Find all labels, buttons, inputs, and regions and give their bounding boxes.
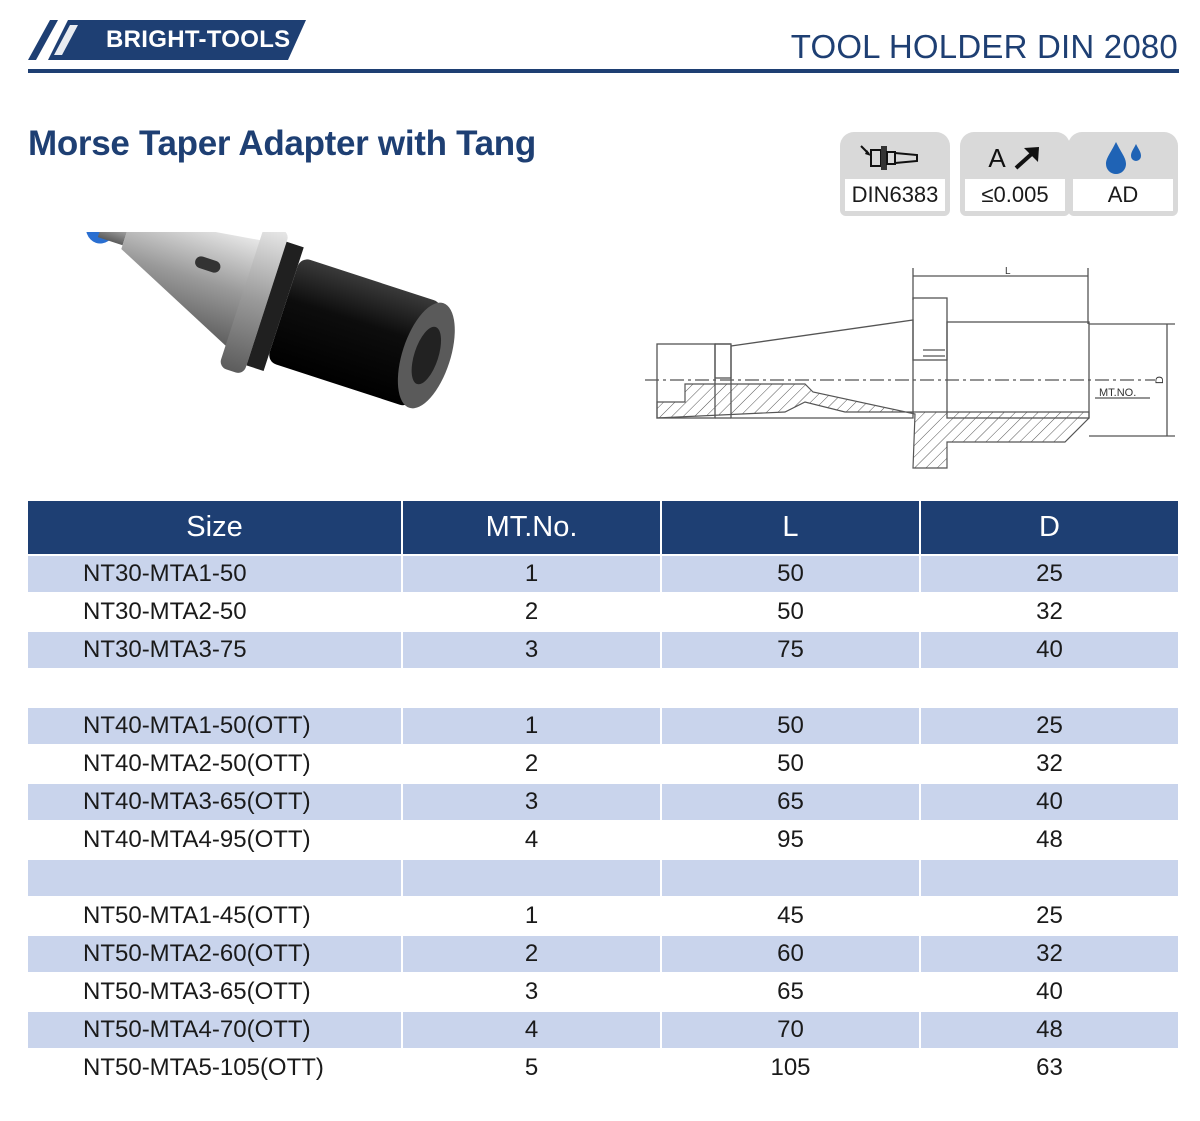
cell-d: 25 (919, 896, 1178, 934)
spec-table (28, 501, 1178, 1086)
col-header-d: D (919, 501, 1178, 554)
cell-mt-no: 3 (401, 782, 660, 820)
table-row (28, 592, 1178, 630)
cell-mt-no: 3 (401, 630, 660, 668)
cell-size: NT30-MTA2-50 (28, 592, 401, 630)
cell-mt-no: 2 (401, 744, 660, 782)
cell-size: NT40-MTA3-65(OTT) (28, 782, 401, 820)
cell-l: 95 (660, 820, 919, 858)
table-row (28, 820, 1178, 858)
table-row (28, 1010, 1178, 1048)
cell-size: NT40-MTA4-95(OTT) (28, 820, 401, 858)
cell-l: 50 (660, 554, 919, 592)
cell-size: NT30-MTA1-50 (28, 554, 401, 592)
col-header-mt-no: MT.No. (401, 501, 660, 554)
cell-size (28, 668, 401, 706)
cell-d: 32 (919, 744, 1178, 782)
cell-d: 48 (919, 1010, 1178, 1048)
table-spacer-row (28, 858, 1178, 896)
cell-mt-no (401, 858, 660, 896)
product-photo (36, 232, 456, 500)
table-row (28, 896, 1178, 934)
cell-d: 32 (919, 934, 1178, 972)
logo-text: BRIGHT-TOOLS (106, 26, 291, 53)
drawing-label-mt: MT.NO. (1099, 387, 1137, 399)
cell-l: 105 (660, 1048, 919, 1086)
header-divider (28, 69, 1179, 73)
table-row (28, 744, 1178, 782)
table-row (28, 782, 1178, 820)
cell-mt-no: 4 (401, 820, 660, 858)
accuracy-letter: A (988, 142, 1006, 173)
cell-d: 25 (919, 706, 1178, 744)
cell-d: 48 (919, 820, 1178, 858)
drawing-label-d: D (1154, 376, 1166, 384)
technical-drawing (645, 262, 1180, 477)
table-row (28, 972, 1178, 1010)
col-header-l: L (660, 501, 919, 554)
cell-d: 25 (919, 554, 1178, 592)
cell-mt-no: 4 (401, 1010, 660, 1048)
cell-d: 40 (919, 630, 1178, 668)
cell-size: NT40-MTA1-50(OTT) (28, 706, 401, 744)
drawing-label-l: L (1005, 266, 1011, 277)
table-row (28, 554, 1178, 592)
cell-l: 60 (660, 934, 919, 972)
badge-value: DIN6383 (845, 179, 945, 211)
table-header-row (28, 501, 1178, 554)
cell-size: NT50-MTA2-60(OTT) (28, 934, 401, 972)
cell-mt-no: 1 (401, 554, 660, 592)
cell-size: NT40-MTA2-50(OTT) (28, 744, 401, 782)
cell-d: 32 (919, 592, 1178, 630)
cell-d: 40 (919, 782, 1178, 820)
badge-din-standard (840, 132, 950, 216)
cell-mt-no: 2 (401, 592, 660, 630)
cell-mt-no: 2 (401, 934, 660, 972)
badge-coolant (1068, 132, 1178, 216)
cell-l: 50 (660, 744, 919, 782)
cell-mt-no: 1 (401, 706, 660, 744)
cell-d (919, 668, 1178, 706)
cell-mt-no (401, 668, 660, 706)
cell-d: 63 (919, 1048, 1178, 1086)
table-spacer-row (28, 668, 1178, 706)
product-title: Morse Taper Adapter with Tang (28, 124, 536, 163)
cell-l: 70 (660, 1010, 919, 1048)
badge-value: ≤0.005 (965, 179, 1065, 211)
cell-l (660, 858, 919, 896)
document-title: TOOL HOLDER DIN 2080 (790, 28, 1178, 65)
table-row (28, 706, 1178, 744)
table-row (28, 934, 1178, 972)
cell-mt-no: 5 (401, 1048, 660, 1086)
din-holder-icon (840, 138, 950, 178)
cell-size: NT50-MTA4-70(OTT) (28, 1010, 401, 1048)
accuracy-icon (960, 138, 1070, 178)
brand-logo (28, 18, 308, 62)
badge-accuracy (960, 132, 1070, 216)
cell-size: NT50-MTA3-65(OTT) (28, 972, 401, 1010)
cell-l: 65 (660, 972, 919, 1010)
table-row (28, 630, 1178, 668)
badge-value: AD (1073, 179, 1173, 211)
cell-l: 50 (660, 592, 919, 630)
coolant-drops-icon (1068, 138, 1178, 178)
cell-l: 75 (660, 630, 919, 668)
cell-mt-no: 3 (401, 972, 660, 1010)
cell-l (660, 668, 919, 706)
cell-d: 40 (919, 972, 1178, 1010)
cell-l: 65 (660, 782, 919, 820)
cell-d (919, 858, 1178, 896)
col-header-size: Size (28, 501, 401, 554)
arrow-up-right-icon (1012, 144, 1042, 172)
cell-mt-no: 1 (401, 896, 660, 934)
cell-size: NT50-MTA1-45(OTT) (28, 896, 401, 934)
cell-l: 45 (660, 896, 919, 934)
cell-l: 50 (660, 706, 919, 744)
cell-size: NT50-MTA5-105(OTT) (28, 1048, 401, 1086)
table-row (28, 1048, 1178, 1086)
cell-size: NT30-MTA3-75 (28, 630, 401, 668)
cell-size (28, 858, 401, 896)
